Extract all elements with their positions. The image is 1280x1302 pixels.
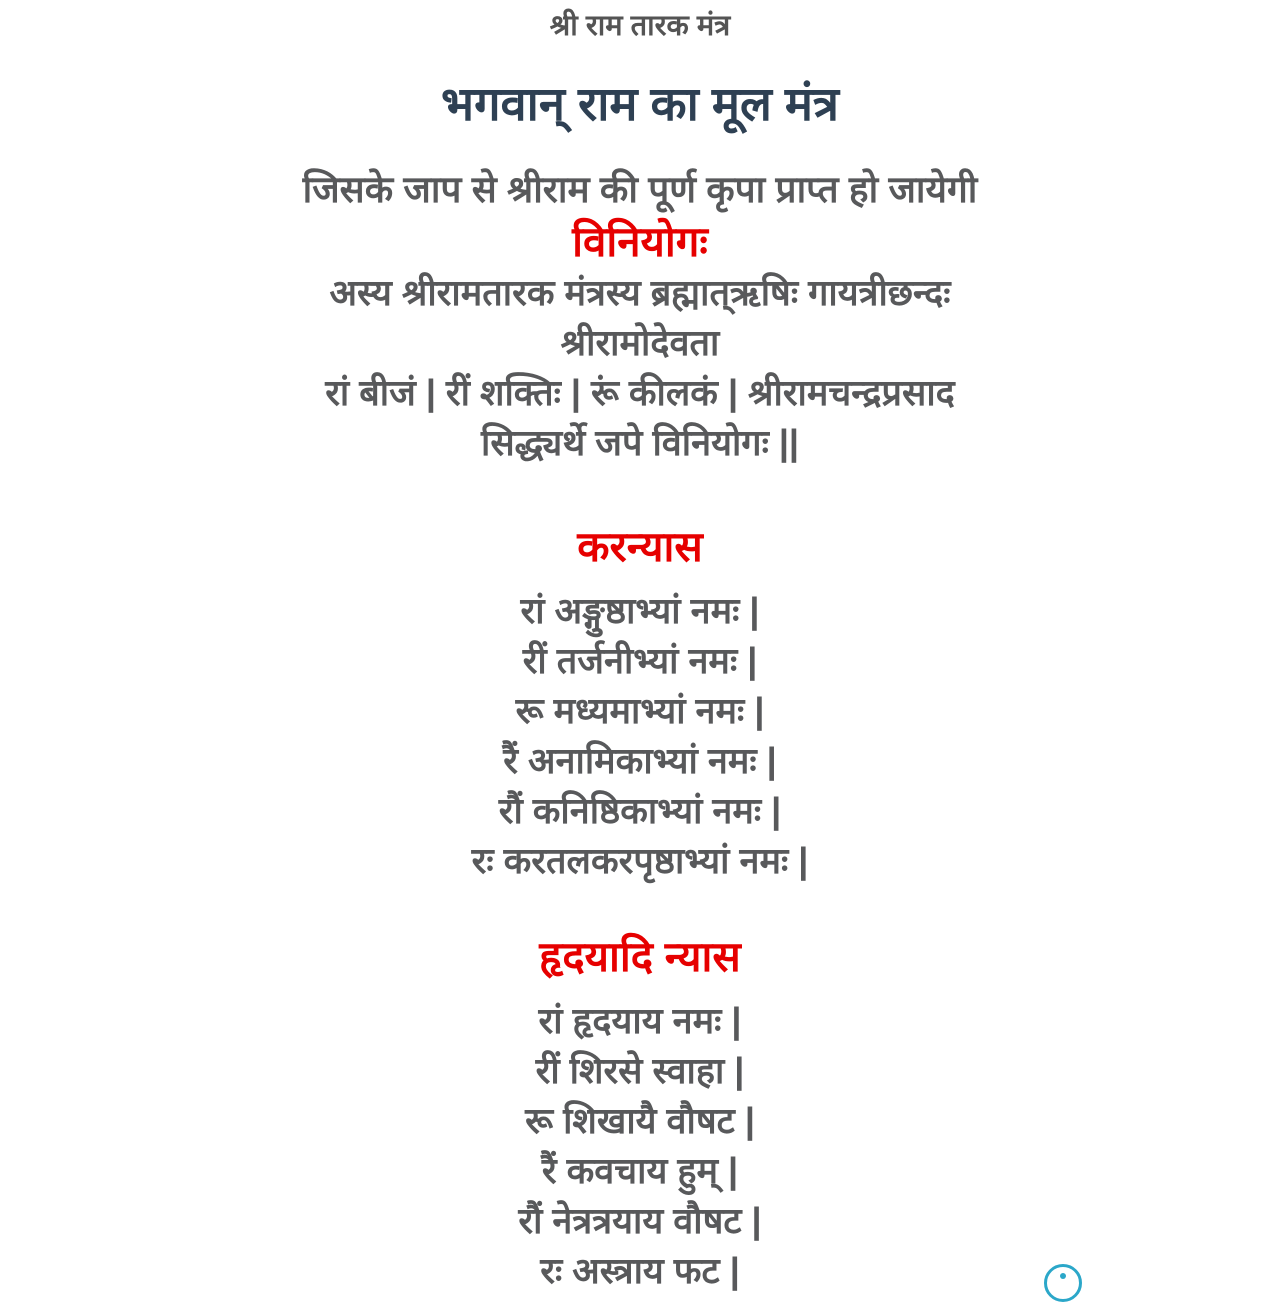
mantra-line: श्रीरामोदेवता xyxy=(560,322,720,363)
mantra-line: रः करतलकरपृष्ठाभ्यां नमः | xyxy=(471,840,809,881)
page-kicker: श्री राम तारक मंत्र xyxy=(549,10,731,42)
mantra-line: अस्य श्रीरामतारक मंत्रस्य ब्रह्मात्ऋषिः गायत्रीछन्दः xyxy=(329,272,951,313)
section-hridayadi-nyas-heading: हृदयादि न्यास xyxy=(539,933,741,980)
mantra-line: रीं शिरसे स्वाहा | xyxy=(535,1050,745,1091)
mantra-line: सिद्ध्यर्थे जपे विनियोगः || xyxy=(481,422,799,463)
info-icon[interactable] xyxy=(1044,1264,1082,1302)
section-viniyog-heading: विनियोगः xyxy=(572,218,708,265)
section-hridayadi-nyas xyxy=(0,930,1280,1296)
mantra-line: रीं तर्जनीभ्यां नमः | xyxy=(522,640,758,681)
mantra-line: रां हृदयाय नमः | xyxy=(538,1000,742,1041)
mantra-line: रैं कवचाय हुम् | xyxy=(541,1150,739,1191)
page-subtitle: जिसके जाप से श्रीराम की पूर्ण कृपा प्राप्त हो जायेगी xyxy=(302,169,978,210)
mantra-line: रैं अनामिकाभ्यां नमः | xyxy=(503,740,777,781)
info-icon-dot xyxy=(1060,1273,1066,1279)
mantra-line: रू शिखायै वौषट | xyxy=(525,1100,755,1141)
section-karanyas xyxy=(0,520,1280,886)
mantra-line: रां बीजं | रीं शक्तिः | रूं कीलकं | श्रीरामचन्द्रप्रसाद xyxy=(325,372,955,413)
mantra-line: रौं नेत्रत्रयाय वौषट | xyxy=(518,1200,762,1241)
page-title: भगवान् राम का मूल मंत्र xyxy=(441,77,839,130)
mantra-line: रू मध्यमाभ्यां नमः | xyxy=(515,690,765,731)
section-karanyas-heading: करन्यास xyxy=(577,523,703,570)
section-viniyog xyxy=(0,216,1280,468)
mantra-line: रां अङ्गुष्ठाभ्यां नमः | xyxy=(520,590,760,631)
mantra-line: रौं कनिष्ठिकाभ्यां नमः | xyxy=(498,790,782,831)
mantra-line: रः अस्त्राय फट | xyxy=(540,1250,740,1291)
